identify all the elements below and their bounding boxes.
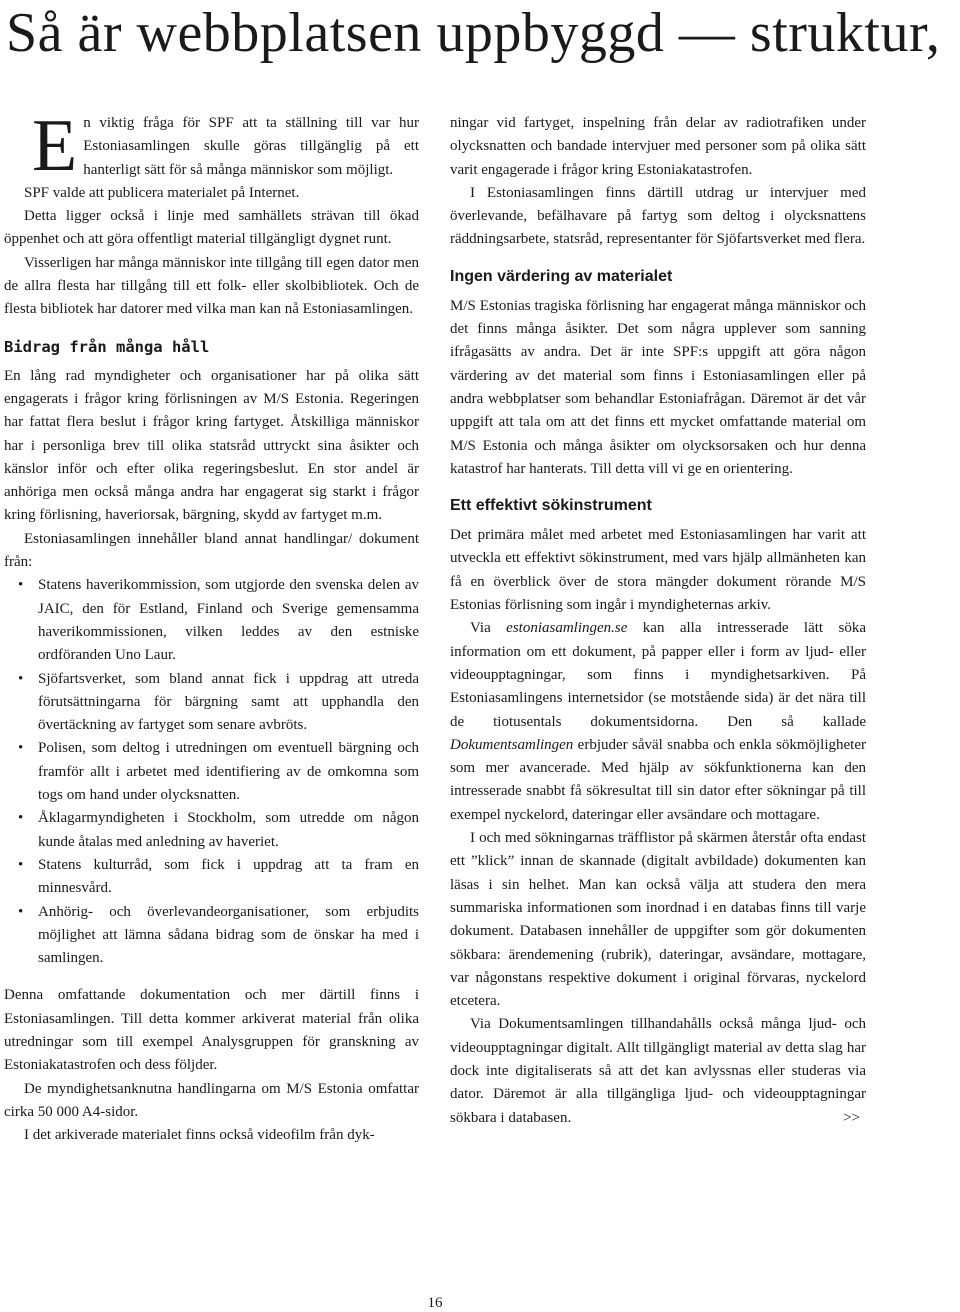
paragraph: Det primära målet med arbetet med Estoniasamlingen har varit att utveckla ett effektivt sökinstrument, med vars hjälp allmänheten kan få en överblick över de stora mängder dokument rörande M/S Estonias förlisning som ingår i myndigheternas arkiv. [450, 527, 866, 614]
section-paragraph: Denna omfattande dokumentation och mer därtill finns i Estoniasamlingen. Till detta kommer arkiverat material från olika utredningar som till exempel Analysgruppen för granskning av Estoniakatastrofen och dess följder. [4, 987, 419, 1074]
website-link[interactable]: estoniasamlingen.se [506, 620, 628, 637]
intro-paragraph [4, 105, 419, 187]
paragraph: Via estoniasamlingen.se kan alla intresserade lätt söka information om ett dokument, på papper eller i form av ljud- eller videoupptagningar, som finns i myndighetsarkiven. På Estoniasamlingens internetsidor (se motstående sida) är det nära till de tiotusentals dokumentsidorna. Den så kallade Dokumentsamlingen erbjuder såväl snabba och enkla sökmöjligheter som mer avancerade. Med hjälp av sökfunktionerna kan den intresserade snabbt få sökresultat till sin dator efter sökningar på till exempel nyckelord, dateringar eller avsändare och mottagare. [450, 620, 866, 823]
section-heading-ingen-vardering: Ingen värdering av materialet [450, 267, 673, 285]
paragraph: I och med sökningarnas träfflistor på skärmen återstår ofta endast ett ”klick” innan de skannade (digitalt avbildade) dokumenten kan läsas i sin helhet. Man kan också välja att studera den mera summariska informationen som inordnad i en databas finns till varje dokument. Databasen innehåller de uppgifter som gör dokumenten sökbara: ärendemening (rubrik), dateringar, avsändare, mottagare, var någonstans respektive dokument i original förvaras, nyckelord etcetera. [450, 830, 866, 1010]
section-paragraph: En lång rad myndigheter och organisationer har på olika sätt engagerats i frågor kring förlisningen av M/S Estonia. Regeringen har fattat flera beslut i frågor kring fartyget. Åtskilliga människor har i personliga brev till olika statsråd uttryckt sina åsikter och känslor inför och efter olika regeringsbeslut. En stor andel är anhöriga men också många andra har engagerat sig starkt i frågor kring förlisning, haveriorsak, bärgning, skydd av fartyget m.m. [4, 367, 419, 524]
paragraph: I Estoniasamlingen finns därtill utdrag ur intervjuer med överlevande, befälhavare på fartyg som deltog i olycksnattens räddningsarbete, statsråd, representanter för Sjöfartsverket med flera. [450, 184, 866, 248]
intro-paragraph-3: Detta ligger också i linje med samhällets strävan till ökad öppenhet och att göra offentligt material tillgängligt dygnet runt. [4, 208, 419, 248]
dokumentsamlingen-term: Dokumentsamlingen [450, 736, 574, 753]
list-item: • Polisen, som deltog i utredningen om eventuell bärgning och framför allt i arbetet med identifiering av de omkomna som togs om hand under olycksnatten. [4, 737, 419, 807]
left-column [4, 105, 419, 1147]
drop-cap: E [32, 105, 78, 187]
list-item: • Åklagarmyndigheten i Stockholm, som utredde om någon kunde åtalas med anledning av haveriet. [4, 807, 419, 854]
paragraph: M/S Estonias tragiska förlisning har engagerat många människor och det finns många åsikter. Det som några upplever som sanning ifrågasätts av andra. Det är inte SPF:s uppgift att göra någon värdering av det material som finns i Estoniasamlingen eller på andra webbplatser som behandlar Estoniafrågan. Däremot är det vår uppgift att tala om att det finns ett mycket omfattande material om M/S Estonia och många åsikter om olycksorsaken och hur denna katastrof har hanterats. Till detta vill vi ge en orientering. [450, 297, 866, 477]
list-item: • Sjöfartsverket, som bland annat fick i uppdrag att utreda förutsättningarna för bärgning samt att upphandla den övertäckning av fartyget som senare avbröts. [4, 668, 419, 738]
section-heading-bidrag: Bidrag från många håll [4, 337, 210, 356]
continued-paragraph: ningar vid fartyget, inspelning från delar av radiotrafiken under olycksnatten och bandade intervjuer med personer som på olika sätt varit engagerade i frågor kring Estoniakatastrofen. [450, 115, 866, 178]
section-heading-sokinstrument: Ett effektivt sökinstrument [450, 497, 652, 515]
paragraph: Via Dokumentsamlingen tillhandahålls också många ljud- och videoupptagningar digitalt. Allt tillgängligt material av detta slag har dock inte digitaliserats så att det kan avlyssnas eller studeras via dator. Däremot är alla tillgängliga ljud- och videoupptagningar sökbara i databasen. >> [450, 1013, 866, 1129]
list-item: • Statens kulturråd, som fick i uppdrag att ta fram en minnesvård. [4, 854, 419, 901]
right-column [450, 112, 866, 1130]
section-paragraph: De myndighetsanknutna handlingarna om M/S Estonia omfattar cirka 50 000 A4-sidor. [4, 1080, 419, 1120]
section-paragraph: Estoniasamlingen innehåller bland annat handlingar/ dokument från: [4, 530, 419, 571]
document-source-list [4, 574, 419, 970]
page-title: Så är webbplatsen uppbyggd — struktur, [6, 2, 941, 64]
section-paragraph: I det arkiverade materialet finns också videofilm från dyk- [24, 1127, 375, 1144]
intro-text: n viktig fråga för SPF att ta ställning till var hur Estoniasamlingen skulle göras tillgänglig på ett hanterligt sätt för så många människor som möjligt. [83, 115, 419, 178]
intro-paragraph-4: Visserligen har många människor inte tillgång till egen dator men de allra flesta har tillgång till ett folk- eller skolbibliotek. Och de flesta bibliotek har datorer med vilka man kan nå Estoniasamlingen. [4, 254, 419, 318]
page-number: 16 [427, 1295, 443, 1311]
list-item: • Statens haverikommission, som utgjorde den svenska delen av JAIC, den för Estland, Finland och Sverige gemensamma haverikommissionen, vilken leddes av den estniske ordföranden Uno Laur. [4, 574, 419, 667]
intro-paragraph-2: SPF valde att publicera materialet på Internet. [24, 184, 300, 201]
continue-marker: >> [843, 1109, 860, 1126]
list-item: • Anhörig- och överlevandeorganisationer, som erbjudits möjlighet att lämna sådana bidrag som de önskar ha med i samlingen. [4, 901, 419, 971]
